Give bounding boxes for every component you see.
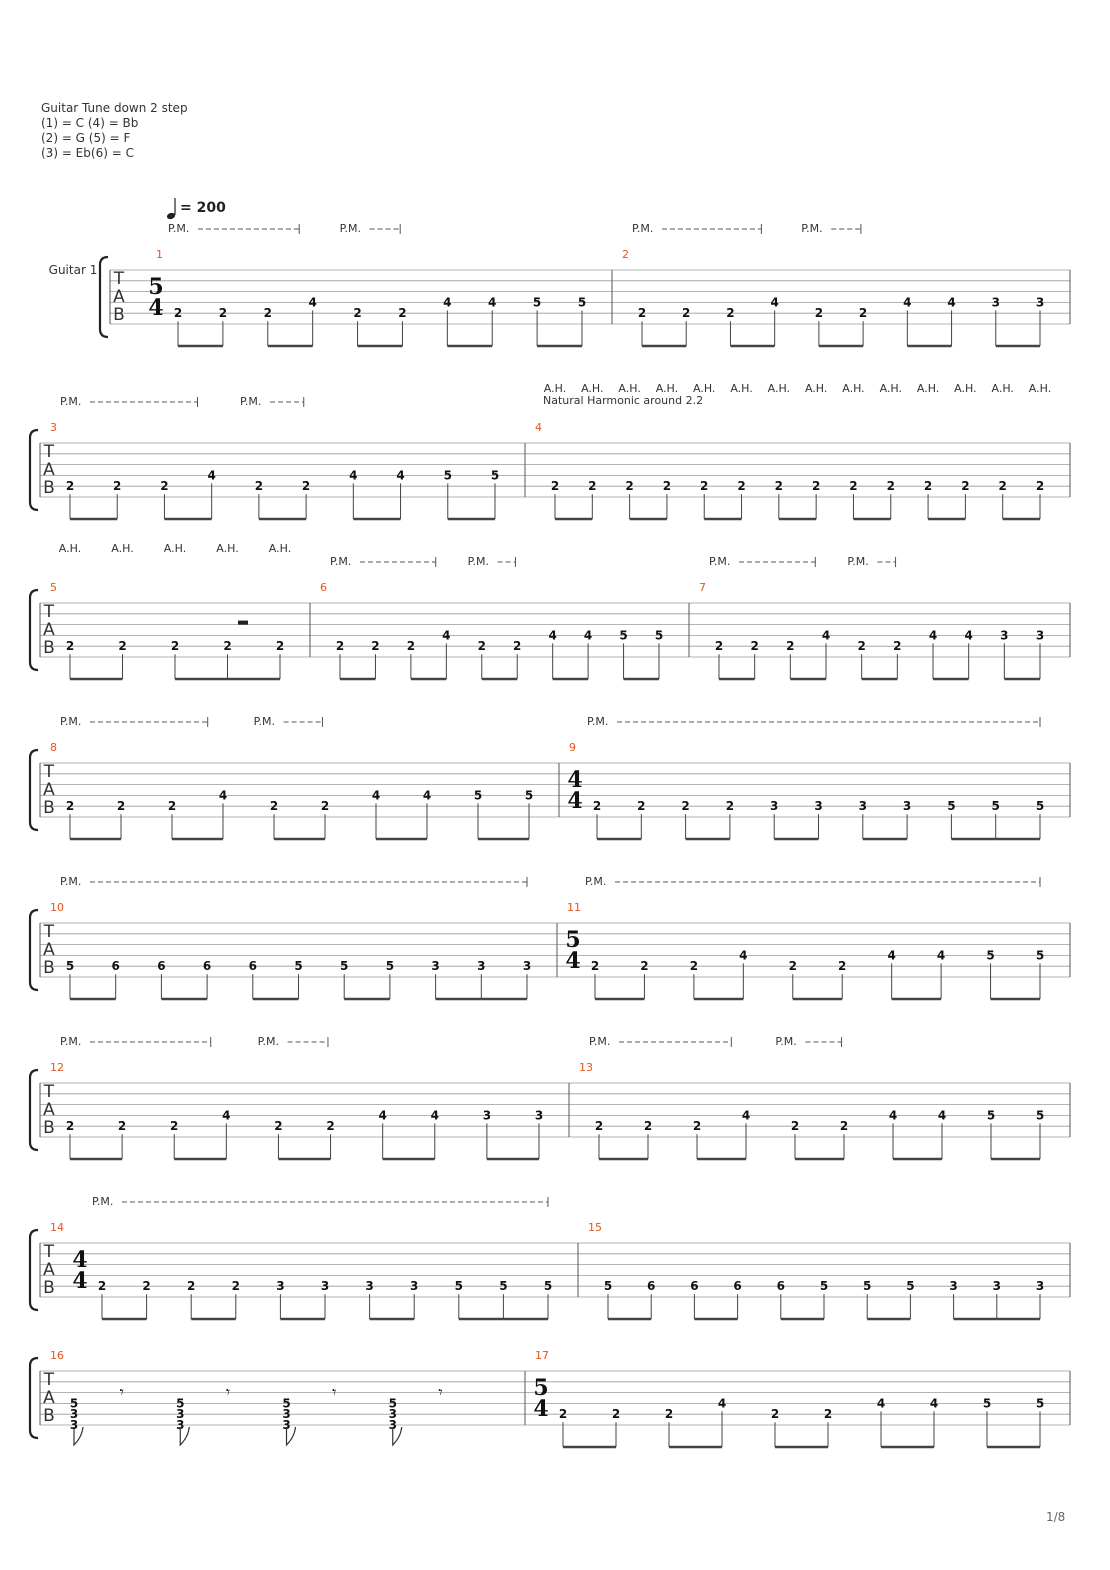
fret-number: 3 xyxy=(176,1407,185,1422)
fret-number: 2 xyxy=(886,479,895,494)
fret-number: 3 xyxy=(69,1418,79,1432)
fret-number: 2 xyxy=(998,479,1007,494)
fret-number: 4 xyxy=(207,468,216,483)
measure-number: 7 xyxy=(699,581,706,594)
fret-number: 4 xyxy=(218,788,228,803)
fret-number: 2 xyxy=(849,479,858,494)
fret-number: 4 xyxy=(349,468,358,483)
fret-number: 3 xyxy=(282,1407,291,1422)
page-number: 1/8 xyxy=(1046,1510,1066,1524)
fret-number: 2 xyxy=(320,799,330,814)
fret-number: 2 xyxy=(662,479,672,494)
fret-number: 2 xyxy=(116,799,126,814)
fret-number: 2 xyxy=(774,479,784,494)
fret-number: 5 xyxy=(986,948,995,963)
fret-number: 6 xyxy=(690,1279,699,1294)
tuning-title: Guitar Tune down 2 step xyxy=(41,101,188,115)
fret-number: 3 xyxy=(991,295,1000,310)
fret-number: 3 xyxy=(949,1279,958,1294)
fret-number: 2 xyxy=(274,1119,283,1134)
time-signature-bottom: 4 xyxy=(148,295,164,321)
tab-letter-a: A xyxy=(43,780,55,800)
system-bracket xyxy=(30,430,38,510)
fret-number: 2 xyxy=(218,306,228,321)
fret-number: 2 xyxy=(682,306,691,321)
tab-letter-b: B xyxy=(43,798,55,818)
fret-number: 4 xyxy=(770,295,779,310)
fret-number: 2 xyxy=(611,1407,621,1422)
measure-number: 2 xyxy=(622,248,629,261)
fret-number: 6 xyxy=(733,1279,742,1294)
fret-number: 4 xyxy=(583,628,593,643)
fret-number: 2 xyxy=(725,799,735,814)
fret-number: 3 xyxy=(1035,1279,1045,1294)
palm-mute-label: P.M. xyxy=(92,1195,114,1208)
tab-letter-a: A xyxy=(43,940,55,960)
fret-number: 2 xyxy=(170,1119,179,1134)
measure-number: 15 xyxy=(588,1221,602,1234)
fret-number: 3 xyxy=(992,1279,1001,1294)
fret-number: 6 xyxy=(157,959,166,974)
harmonic-label: A.H. xyxy=(268,542,292,555)
fret-number: 2 xyxy=(590,959,600,974)
harmonic-label: A.H. xyxy=(879,382,902,395)
system-bracket xyxy=(30,1358,38,1438)
fret-number: 5 xyxy=(340,959,349,974)
fret-number: 4 xyxy=(422,788,432,803)
palm-mute-label: P.M. xyxy=(60,395,82,408)
half-rest xyxy=(238,621,248,625)
fret-number: 3 xyxy=(282,1418,291,1432)
fret-number: 2 xyxy=(625,479,634,494)
fret-number: 2 xyxy=(254,479,264,494)
harmonic-label: A.H. xyxy=(730,382,753,395)
time-signature-top: 4 xyxy=(72,1247,88,1273)
harmonic-label: A.H. xyxy=(842,382,865,395)
fret-number: 4 xyxy=(739,948,748,963)
fret-number: 2 xyxy=(689,959,699,974)
fret-number: 2 xyxy=(637,799,646,814)
fret-number: 2 xyxy=(923,479,933,494)
fret-number: 2 xyxy=(558,1407,568,1422)
fret-number: 5 xyxy=(524,788,534,803)
palm-mute-label: P.M. xyxy=(60,715,82,728)
fret-number: 2 xyxy=(167,799,177,814)
fret-number: 2 xyxy=(326,1119,335,1134)
fret-number: 5 xyxy=(543,1279,553,1294)
fret-number: 2 xyxy=(113,479,122,494)
time-signature-top: 5 xyxy=(148,274,164,300)
palm-mute-label: P.M. xyxy=(801,222,823,235)
fret-number: 2 xyxy=(664,1407,674,1422)
fret-number: 4 xyxy=(308,295,317,310)
fret-number: 2 xyxy=(737,479,746,494)
fret-number: 2 xyxy=(335,639,345,654)
measure-number: 1 xyxy=(156,248,163,261)
fret-number: 4 xyxy=(442,628,451,643)
time-signature-bottom: 4 xyxy=(533,1396,549,1422)
fret-number: 3 xyxy=(320,1279,330,1294)
tab-letter-b: B xyxy=(43,1406,55,1426)
fret-number: 3 xyxy=(388,1418,397,1432)
fret-number: 4 xyxy=(488,295,497,310)
instrument-name: Guitar 1 xyxy=(48,263,98,277)
measure-number: 12 xyxy=(50,1061,64,1074)
fret-number: 3 xyxy=(276,1279,285,1294)
fret-number: 5 xyxy=(176,1396,185,1411)
fret-number: 2 xyxy=(592,799,602,814)
measure-number: 4 xyxy=(535,421,542,434)
fret-number: 4 xyxy=(964,628,973,643)
fret-number: 5 xyxy=(454,1279,463,1294)
fret-number: 2 xyxy=(353,306,362,321)
tuning-line-1: (1) = C (4) = Bb xyxy=(41,116,139,130)
fret-number: 4 xyxy=(222,1108,231,1123)
fret-number: 5 xyxy=(819,1279,829,1294)
fret-number: 2 xyxy=(406,639,416,654)
fret-number: 2 xyxy=(726,306,735,321)
fret-number: 5 xyxy=(577,295,587,310)
harmonic-label: A.H. xyxy=(804,382,828,395)
fret-number: 2 xyxy=(814,306,824,321)
fret-number: 3 xyxy=(482,1108,492,1123)
time-signature-top: 5 xyxy=(533,1375,549,1401)
fret-number: 4 xyxy=(741,1108,751,1123)
tab-letter-t: T xyxy=(43,1242,55,1262)
fret-number: 2 xyxy=(170,639,180,654)
fret-number: 3 xyxy=(1000,628,1009,643)
fret-number: 2 xyxy=(786,639,795,654)
system-bracket xyxy=(30,910,38,990)
tab-letter-t: T xyxy=(43,1082,55,1102)
time-signature-bottom: 4 xyxy=(72,1268,88,1294)
tab-letter-b: B xyxy=(113,305,125,325)
palm-mute-label: P.M. xyxy=(775,1035,797,1048)
fret-number: 3 xyxy=(1035,628,1045,643)
system-bracket xyxy=(30,750,38,830)
fret-number: 5 xyxy=(991,799,1000,814)
fret-number: 3 xyxy=(770,799,779,814)
fret-number: 2 xyxy=(118,639,127,654)
fret-number: 2 xyxy=(692,1119,702,1134)
palm-mute-label: P.M. xyxy=(253,715,276,728)
fret-number: 2 xyxy=(643,1119,653,1134)
palm-mute-label: P.M. xyxy=(709,555,731,568)
measure-number: 14 xyxy=(50,1221,64,1234)
fret-number: 2 xyxy=(231,1279,240,1294)
fret-number: 2 xyxy=(513,639,522,654)
fret-number: 5 xyxy=(388,1396,397,1411)
tab-letter-t: T xyxy=(43,762,55,782)
fret-number: 3 xyxy=(534,1108,544,1123)
fret-number: 2 xyxy=(640,959,649,974)
measure-number: 8 xyxy=(50,741,57,754)
fret-number: 2 xyxy=(1035,479,1045,494)
fret-number: 2 xyxy=(223,639,232,654)
fret-number: 5 xyxy=(906,1279,915,1294)
fret-number: 5 xyxy=(443,468,452,483)
system-bracket xyxy=(100,257,108,337)
fret-number: 4 xyxy=(821,628,831,643)
tab-letter-t: T xyxy=(43,922,55,942)
measure-number: 16 xyxy=(50,1349,64,1362)
fret-number: 2 xyxy=(301,479,311,494)
fret-number: 2 xyxy=(65,1119,75,1134)
palm-mute-label: P.M. xyxy=(847,555,869,568)
fret-number: 5 xyxy=(385,959,395,974)
tuning-line-3: (3) = Eb(6) = C xyxy=(41,146,134,160)
fret-number: 3 xyxy=(902,799,912,814)
eighth-rest: 𝄾 xyxy=(438,1382,443,1402)
fret-number: 3 xyxy=(522,959,532,974)
fret-number: 2 xyxy=(275,639,285,654)
fret-number: 2 xyxy=(187,1279,196,1294)
fret-number: 4 xyxy=(396,468,405,483)
palm-mute-label: P.M. xyxy=(240,395,262,408)
fret-number: 4 xyxy=(443,295,452,310)
fret-number: 6 xyxy=(111,959,120,974)
tab-letter-b: B xyxy=(43,1278,55,1298)
fret-number: 5 xyxy=(532,295,542,310)
harmonic-label: A.H. xyxy=(58,542,82,555)
tab-letter-a: A xyxy=(43,620,55,640)
fret-number: 5 xyxy=(947,799,956,814)
fret-number: 2 xyxy=(858,306,868,321)
fret-number: 2 xyxy=(371,639,380,654)
fret-number: 2 xyxy=(97,1279,107,1294)
harmonic-label: A.H. xyxy=(954,382,977,395)
fret-number: 4 xyxy=(947,295,956,310)
fret-number: 3 xyxy=(410,1279,419,1294)
fret-number: 2 xyxy=(477,639,486,654)
fret-number: 2 xyxy=(160,479,169,494)
fret-number: 2 xyxy=(700,479,709,494)
harmonic-label: A.H. xyxy=(216,542,239,555)
harmonic-label: A.H. xyxy=(543,382,567,395)
harmonic-annotation: Natural Harmonic around 2.2 xyxy=(543,394,704,407)
fret-number: 4 xyxy=(928,628,938,643)
palm-mute-label: P.M. xyxy=(585,875,607,888)
fret-number: 5 xyxy=(69,1396,79,1411)
fret-number: 5 xyxy=(1035,948,1045,963)
tab-letter-a: A xyxy=(43,1100,55,1120)
palm-mute-label: P.M. xyxy=(339,222,362,235)
fret-number: 4 xyxy=(717,1396,727,1411)
fret-number: 2 xyxy=(790,1119,800,1134)
fret-number: 4 xyxy=(929,1396,939,1411)
fret-number: 2 xyxy=(750,639,759,654)
fret-number: 2 xyxy=(714,639,724,654)
tab-letter-a: A xyxy=(43,1260,55,1280)
fret-number: 5 xyxy=(473,788,483,803)
harmonic-label: A.H. xyxy=(991,382,1014,395)
palm-mute-label: P.M. xyxy=(168,222,190,235)
fret-number: 2 xyxy=(117,1119,127,1134)
fret-number: 5 xyxy=(282,1396,291,1411)
tab-letter-b: B xyxy=(43,958,55,978)
system-bracket xyxy=(30,590,38,670)
palm-mute-label: P.M. xyxy=(589,1035,611,1048)
fret-number: 2 xyxy=(681,799,690,814)
fret-number: 2 xyxy=(788,959,797,974)
fret-number: 2 xyxy=(65,639,75,654)
fret-number: 4 xyxy=(430,1108,439,1123)
fret-number: 2 xyxy=(811,479,821,494)
fret-number: 4 xyxy=(888,1108,898,1123)
harmonic-label: A.H. xyxy=(693,382,716,395)
fret-number: 5 xyxy=(982,1396,992,1411)
time-signature-top: 5 xyxy=(565,927,581,953)
fret-number: 6 xyxy=(647,1279,656,1294)
harmonic-label: A.H. xyxy=(767,382,791,395)
harmonic-label: A.H. xyxy=(163,542,187,555)
system-bracket xyxy=(30,1230,38,1310)
fret-number: 2 xyxy=(263,306,272,321)
fret-number: 2 xyxy=(550,479,560,494)
fret-number: 5 xyxy=(619,628,628,643)
fret-number: 4 xyxy=(876,1396,886,1411)
tuning-line-2: (2) = G (5) = F xyxy=(41,131,131,145)
fret-number: 4 xyxy=(936,948,946,963)
fret-number: 3 xyxy=(1035,295,1045,310)
fret-number: 5 xyxy=(499,1279,508,1294)
fret-number: 4 xyxy=(548,628,557,643)
fret-number: 2 xyxy=(839,1119,849,1134)
fret-number: 6 xyxy=(202,959,212,974)
fret-number: 2 xyxy=(65,799,75,814)
fret-number: 2 xyxy=(893,639,902,654)
tab-letter-b: B xyxy=(43,638,55,658)
system-bracket xyxy=(30,1070,38,1150)
measure-number: 6 xyxy=(320,581,327,594)
fret-number: 4 xyxy=(887,948,896,963)
measure-number: 11 xyxy=(567,901,581,914)
tab-letter-t: T xyxy=(43,602,55,622)
measure-number: 3 xyxy=(50,421,57,434)
tab-letter-a: A xyxy=(43,1388,55,1408)
measure-number: 17 xyxy=(535,1349,549,1362)
harmonic-label: A.H. xyxy=(581,382,604,395)
measure-number: 10 xyxy=(50,901,64,914)
tempo-value: = 200 xyxy=(180,200,226,216)
fret-number: 2 xyxy=(173,306,183,321)
time-signature-top: 4 xyxy=(567,767,583,793)
harmonic-label: A.H. xyxy=(655,382,679,395)
fret-number: 2 xyxy=(823,1407,833,1422)
tab-letter-a: A xyxy=(113,287,125,307)
tab-letter-t: T xyxy=(43,442,55,462)
fret-number: 3 xyxy=(69,1407,79,1422)
tab-letter-t: T xyxy=(43,1370,55,1390)
fret-number: 2 xyxy=(961,479,970,494)
fret-number: 3 xyxy=(814,799,823,814)
eighth-rest: 𝄾 xyxy=(332,1382,337,1402)
measure-number: 5 xyxy=(50,581,57,594)
fret-number: 2 xyxy=(838,959,847,974)
fret-number: 4 xyxy=(378,1108,387,1123)
palm-mute-label: P.M. xyxy=(60,1035,82,1048)
fret-number: 6 xyxy=(776,1279,785,1294)
palm-mute-label: P.M. xyxy=(330,555,352,568)
tab-letter-t: T xyxy=(113,269,125,289)
fret-number: 3 xyxy=(477,959,486,974)
fret-number: 5 xyxy=(1035,1396,1045,1411)
fret-number: 2 xyxy=(857,639,866,654)
palm-mute-label: P.M. xyxy=(632,222,654,235)
eighth-rest: 𝄾 xyxy=(119,1382,124,1402)
harmonic-label: A.H. xyxy=(618,382,641,395)
harmonic-label: A.H. xyxy=(111,542,134,555)
time-signature-bottom: 4 xyxy=(567,788,583,814)
palm-mute-label: P.M. xyxy=(587,715,609,728)
fret-number: 5 xyxy=(986,1108,996,1123)
tab-letter-a: A xyxy=(43,460,55,480)
fret-number: 4 xyxy=(937,1108,947,1123)
fret-number: 3 xyxy=(365,1279,374,1294)
tab-letter-b: B xyxy=(43,1118,55,1138)
fret-number: 6 xyxy=(248,959,257,974)
fret-number: 5 xyxy=(1035,1108,1045,1123)
fret-number: 3 xyxy=(858,799,867,814)
fret-number: 2 xyxy=(269,799,279,814)
fret-number: 5 xyxy=(490,468,500,483)
fret-number: 4 xyxy=(371,788,381,803)
fret-number: 4 xyxy=(903,295,912,310)
measure-number: 13 xyxy=(579,1061,593,1074)
palm-mute-label: P.M. xyxy=(257,1035,280,1048)
fret-number: 2 xyxy=(770,1407,780,1422)
fret-number: 5 xyxy=(863,1279,872,1294)
fret-number: 2 xyxy=(637,306,647,321)
fret-number: 2 xyxy=(588,479,597,494)
fret-number: 5 xyxy=(603,1279,613,1294)
fret-number: 5 xyxy=(294,959,303,974)
fret-number: 3 xyxy=(388,1407,397,1422)
fret-number: 5 xyxy=(654,628,664,643)
tab-letter-b: B xyxy=(43,478,55,498)
time-signature-bottom: 4 xyxy=(565,948,581,974)
palm-mute-label: P.M. xyxy=(60,875,82,888)
fret-number: 3 xyxy=(431,959,440,974)
harmonic-label: A.H. xyxy=(1028,382,1052,395)
fret-number: 5 xyxy=(1035,799,1045,814)
eighth-rest: 𝄾 xyxy=(225,1382,231,1402)
fret-number: 3 xyxy=(176,1418,185,1432)
fret-number: 2 xyxy=(594,1119,604,1134)
palm-mute-label: P.M. xyxy=(467,555,490,568)
fret-number: 2 xyxy=(398,306,407,321)
fret-number: 5 xyxy=(65,959,75,974)
fret-number: 2 xyxy=(142,1279,151,1294)
fret-number: 2 xyxy=(65,479,75,494)
harmonic-label: A.H. xyxy=(916,382,940,395)
measure-number: 9 xyxy=(569,741,576,754)
